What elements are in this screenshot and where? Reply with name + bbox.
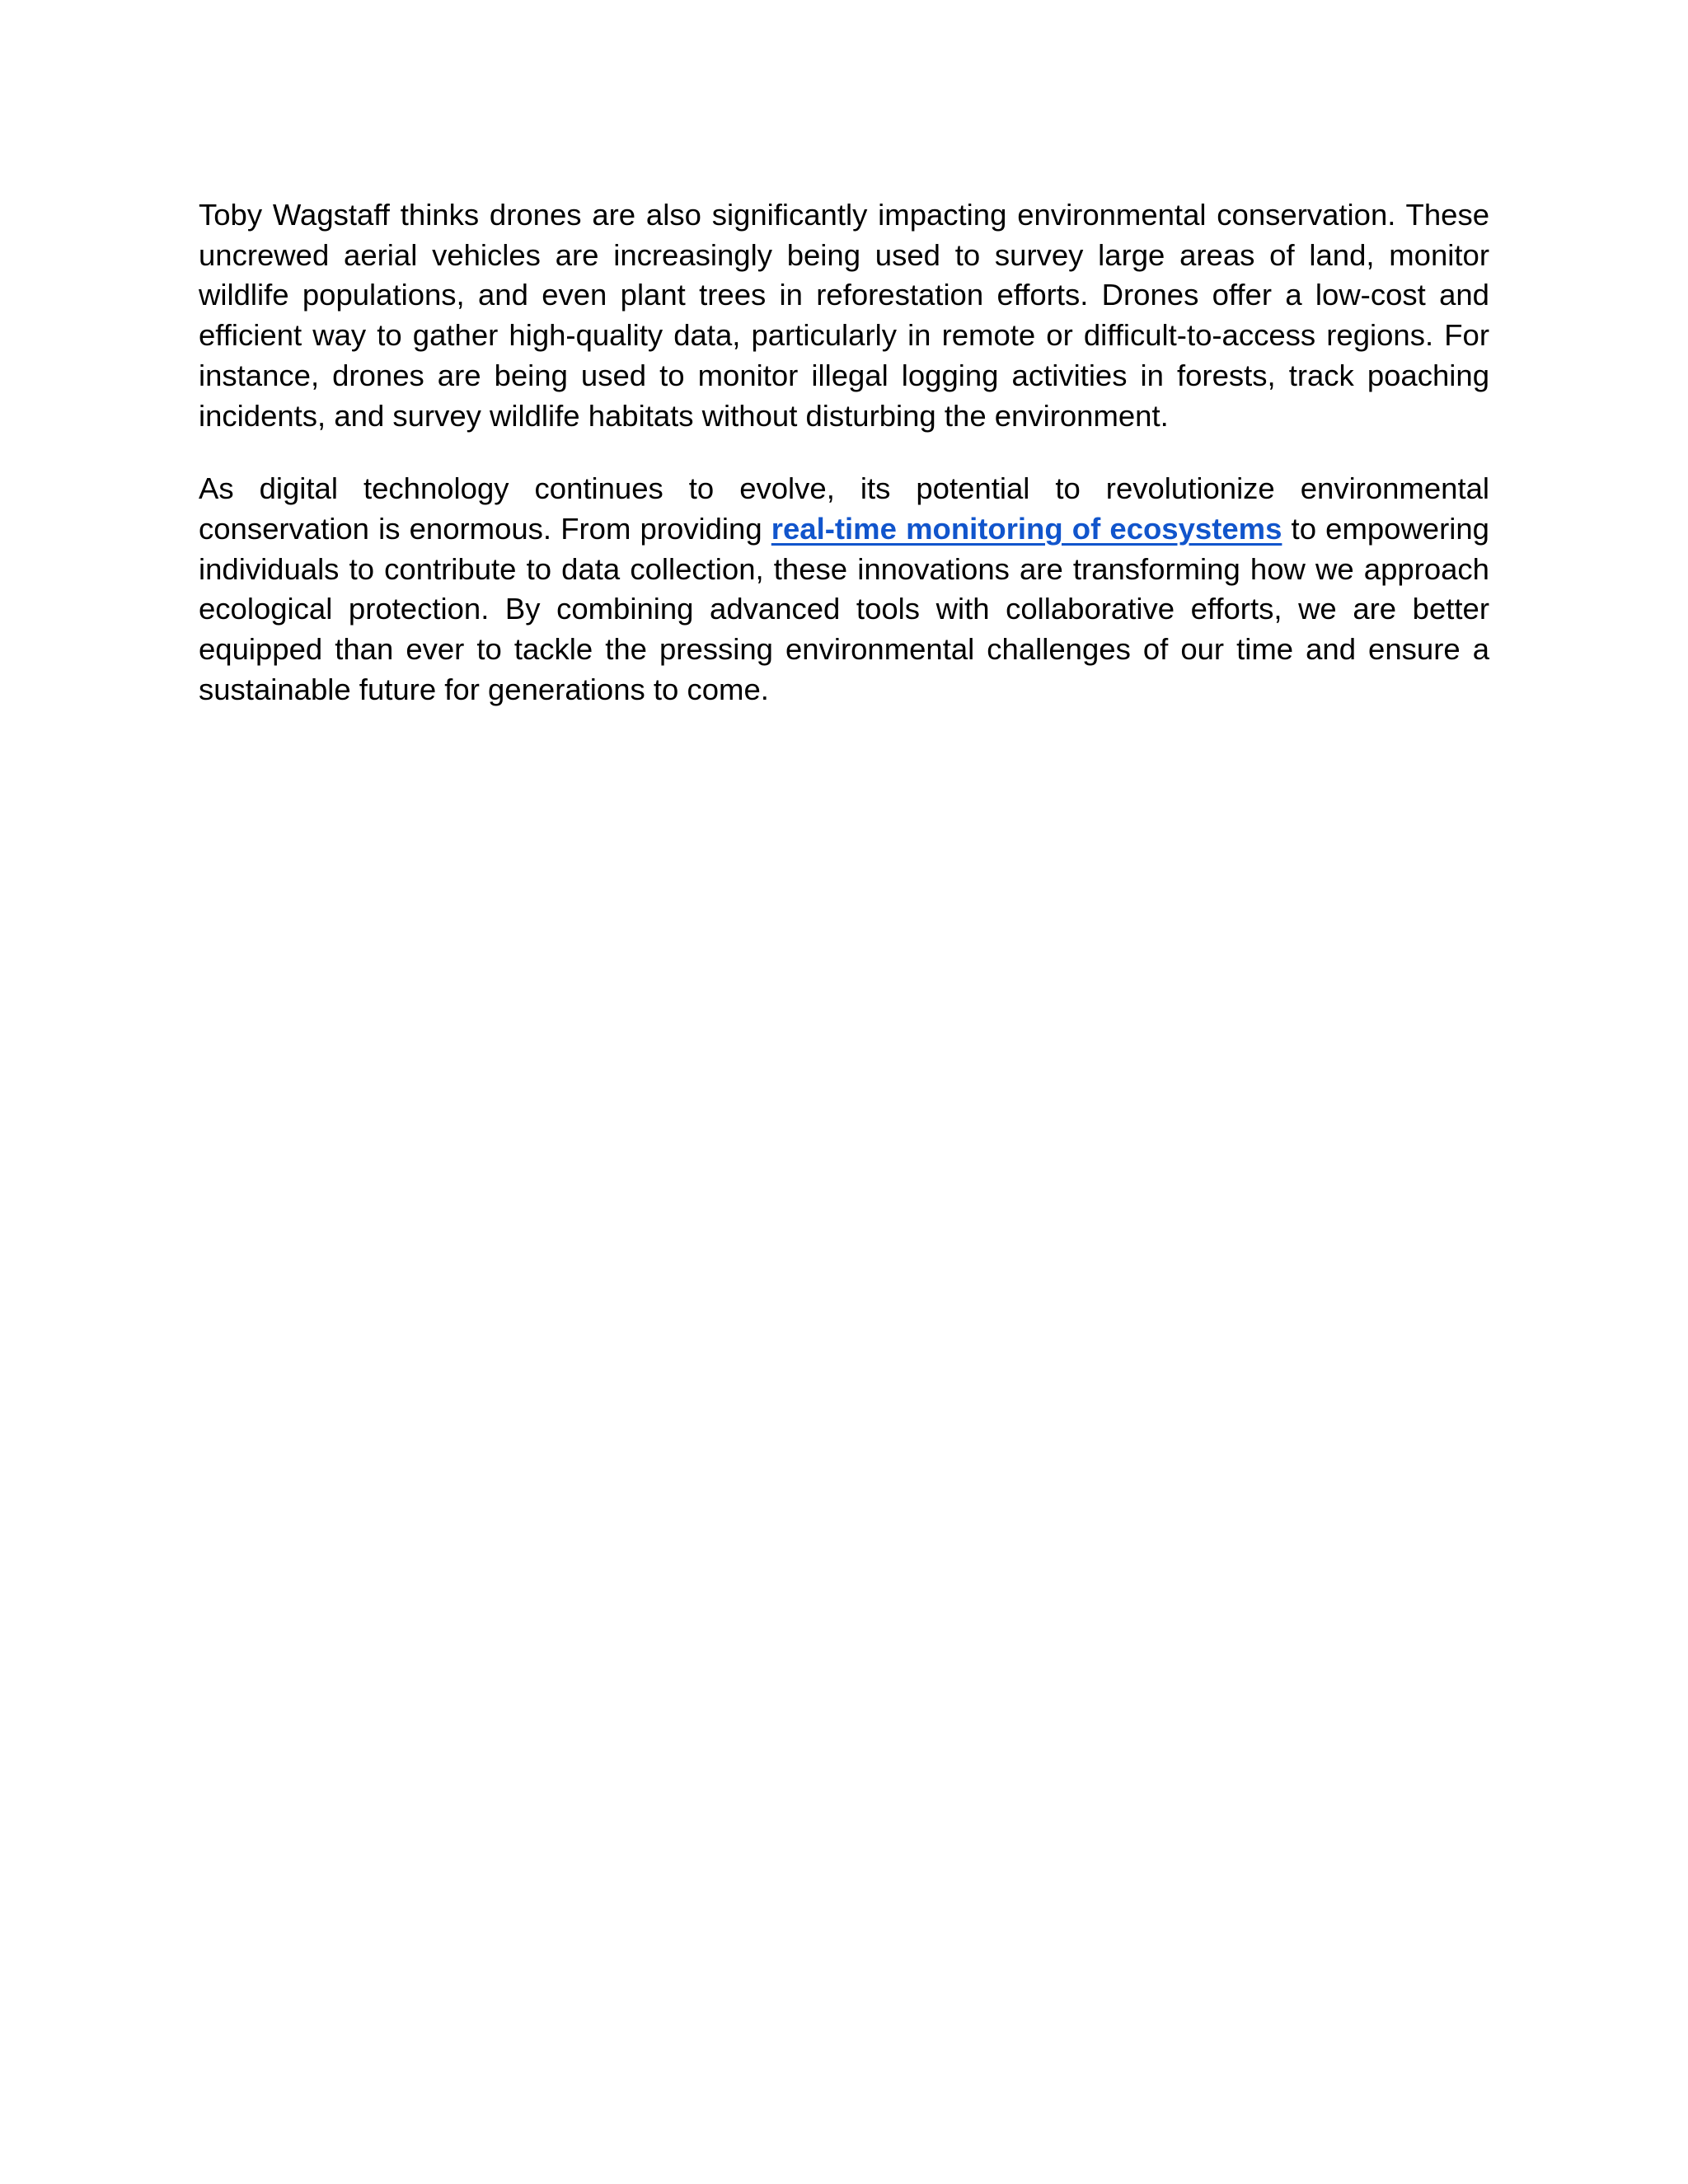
paragraph-2-text-after-link: to empowering individuals to contribute to data collection, these innovations are transforming how we approach ecological protection. By combining advanced tools with collaborative efforts, we are better equipped than ever to tackle the pressing environmental challenges of our time and ensure a sustainable future for generations to come. (199, 511, 1489, 706)
document-body (199, 195, 1489, 743)
ecosystem-monitoring-link[interactable]: real-time monitoring of ecosystems (771, 511, 1282, 546)
paragraph-drones: Toby Wagstaff thinks drones are also significantly impacting environmental conservation. These uncrewed aerial vehicles are increasingly being used to survey large areas of land, monitor wildlife populations, and even plant trees in reforestation efforts. Drones offer a low-cost and efficient way to gather high-quality data, particularly in remote or difficult-to-access regions. For instance, drones are being used to monitor illegal logging activities in forests, track poaching incidents, and survey wildlife habitats without disturbing the environment. (199, 198, 1489, 433)
paragraph-2-text-before-link: As digital technology continues to evolve, its potential to revolutionize environmental conservation is enormous. From providing (199, 471, 1489, 546)
paragraph-digital-technology (199, 469, 1489, 710)
